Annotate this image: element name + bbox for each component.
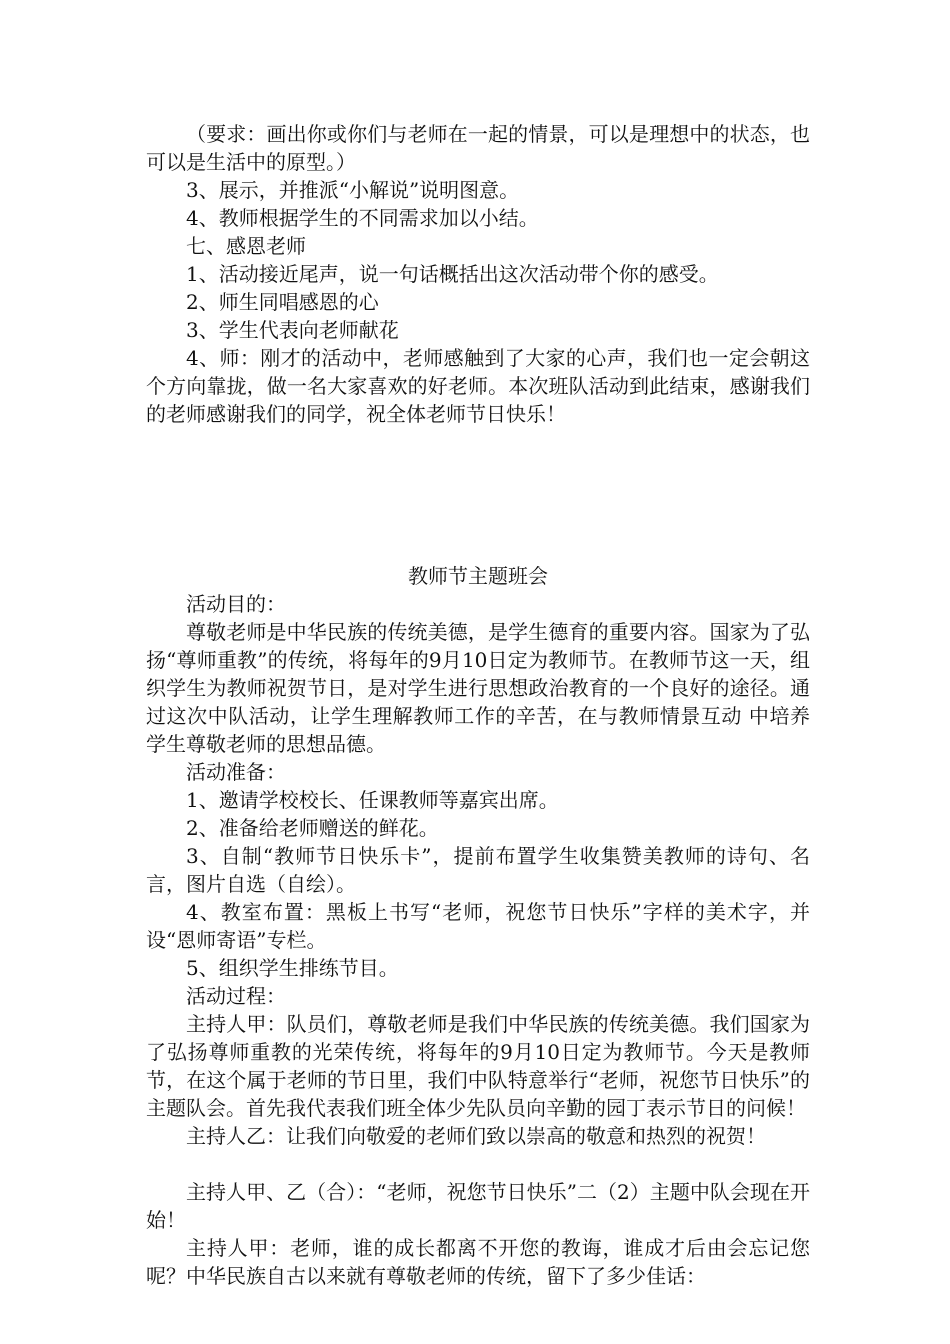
- host-b-speech-1: 主持人乙：让我们向敬爱的老师们致以崇高的敬意和热烈的祝贺！: [186, 1124, 766, 1148]
- preparation-item-1: 1、邀请学校校长、任课教师等嘉宾出席。: [186, 788, 559, 812]
- thanks-step-2: 2、师生同唱感恩的心: [186, 290, 379, 314]
- document-title: 教师节主题班会: [408, 564, 548, 588]
- preparation-heading: 活动准备：: [186, 760, 286, 784]
- host-a-speech-2: 主持人甲：老师，谁的成长都离不开您的教诲，谁成才后由会忘记您呢？中华民族自古以来就有尊敬老师的传统，留下了多少佳话：: [146, 1236, 810, 1288]
- preparation-item-5: 5、组织学生排练节目。: [186, 956, 399, 980]
- process-heading: 活动过程：: [186, 984, 286, 1008]
- blank-line: [146, 1150, 810, 1178]
- preparation-item-3: 3、自制“教师节日快乐卡”，提前布置学生收集赞美教师的诗句、名言，图片自选（自绘）。: [146, 844, 810, 896]
- thanks-step-4: 4、师：刚才的活动中，老师感触到了大家的心声，我们也一定会朝这个方向靠拢，做一名大家喜欢的好老师。本次班队活动到此结束，感谢我们的老师感谢我们的同学，祝全体老师节日快乐！: [146, 346, 810, 426]
- document-page: [146, 120, 810, 1290]
- step-3-display: 3、展示，并推派“小解说”说明图意。: [186, 178, 520, 202]
- host-ab-speech: 主持人甲、乙（合）：“老师，祝您节日快乐”二（2）主题中队会现在开始！: [146, 1180, 810, 1232]
- preparation-item-2: 2、准备给老师赠送的鲜花。: [186, 816, 439, 840]
- host-a-speech-1: 主持人甲：队员们，尊敬老师是我们中华民族的传统美德。我们国家为了弘扬尊师重教的光荣传统，将每年的9月10日定为教师节。今天是教师节，在这个属于老师的节日里，我们中队特意举行“老师，祝您节日快乐”的主题队会。首先我代表我们班全体少先队员向辛勤的园丁表示节日的问候！: [146, 1012, 810, 1120]
- section-7-heading: 七、感恩老师: [186, 234, 306, 258]
- step-4-summary: 4、教师根据学生的不同需求加以小结。: [186, 206, 539, 230]
- section-gap: [146, 428, 810, 562]
- thanks-step-3: 3、学生代表向老师献花: [186, 318, 399, 342]
- requirement-paragraph: （要求：画出你或你们与老师在一起的情景，可以是理想中的状态，也可以是生活中的原型。）: [146, 122, 810, 174]
- thanks-step-1: 1、活动接近尾声，说一句话概括出这次活动带个你的感受。: [186, 262, 719, 286]
- purpose-heading: 活动目的：: [186, 592, 286, 616]
- purpose-paragraph: 尊敬老师是中华民族的传统美德，是学生德育的重要内容。国家为了弘扬“尊师重教”的传统，将每年的9月10日定为教师节。在教师节这一天，组织学生为教师祝贺节日，是对学生进行思想政治教育的一个良好的途径。通过这次中队活动，让学生理解教师工作的辛苦，在与教师情景互动 中培养学生尊敬老师的思想品德。: [146, 620, 810, 756]
- preparation-item-4: 4、教室布置：黑板上书写“老师，祝您节日快乐”字样的美术字，并设“恩师寄语”专栏。: [146, 900, 810, 952]
